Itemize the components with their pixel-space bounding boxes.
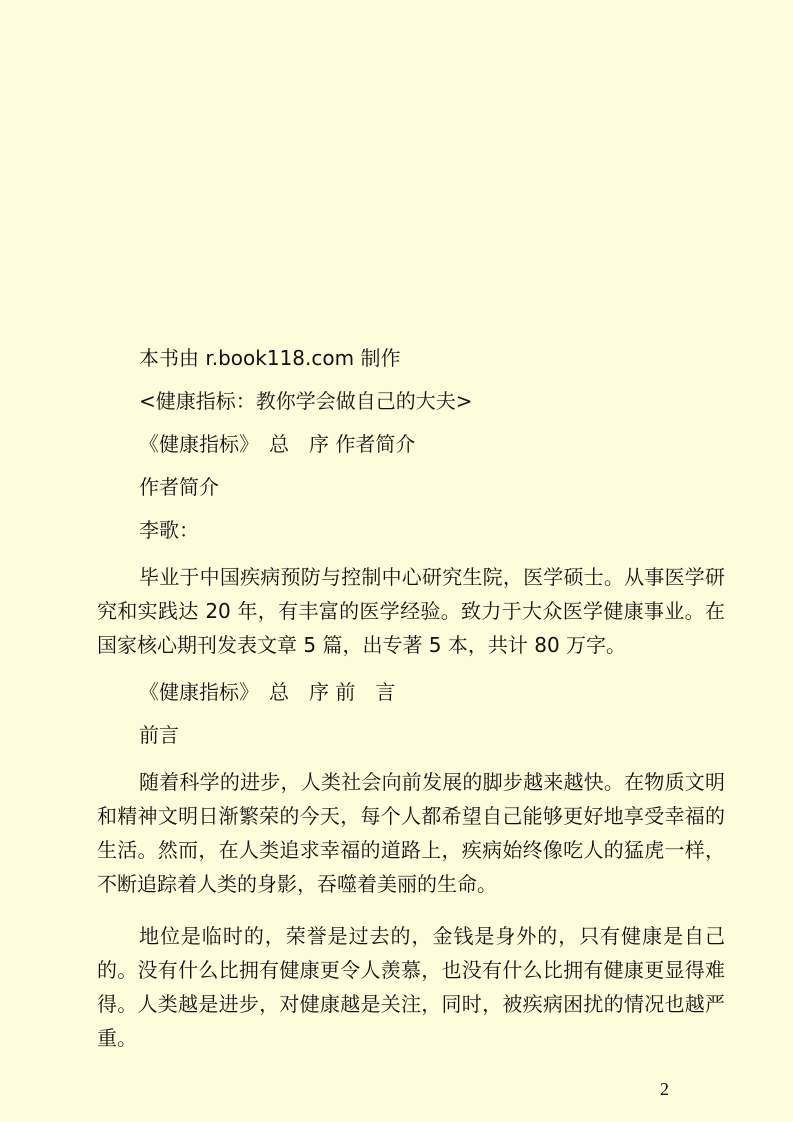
- source-credit-line: 本书由 r.book118.com 制作: [139, 346, 401, 370]
- author-bio-paragraph: 毕业于中国疾病预防与控制中心研究生院，医学硕士。从事医学研究和实践达 20 年，有丰富的医学经验。致力于大众医学健康事业。在国家核心期刊发表文章 5 篇，出专著 5 本，共计 80 万字。: [97, 565, 725, 657]
- preface-paragraph-2: 地位是临时的，荣誉是过去的，金钱是身外的，只有健康是自己的。没有什么比拥有健康更令人羡慕，也没有什么比拥有健康更显得难得。人类越是进步，对健康越是关注，同时，被疾病困扰的情况也越严重。: [97, 924, 725, 1050]
- document-body: [97, 346, 725, 1055]
- preface-title: 前言: [139, 723, 179, 747]
- page-number: 2: [660, 1079, 669, 1099]
- book-title-line: <健康指标：教你学会做自己的大夫>: [139, 389, 473, 413]
- author-intro-title: 作者简介: [139, 475, 219, 499]
- author-section-heading: 《健康指标》 总 序 作者简介: [139, 432, 416, 456]
- preface-paragraph-1: 随着科学的进步，人类社会向前发展的脚步越来越快。在物质文明和精神文明日渐繁荣的今天，每个人都希望自己能够更好地享受幸福的生活。然而，在人类追求幸福的道路上，疾病始终像吃人的猛虎一样，不断追踪着人类的身影，吞噬着美丽的生命。: [97, 770, 725, 896]
- preface-section-heading: 《健康指标》 总 序 前 言: [139, 680, 396, 704]
- author-name: 李歌：: [139, 518, 199, 542]
